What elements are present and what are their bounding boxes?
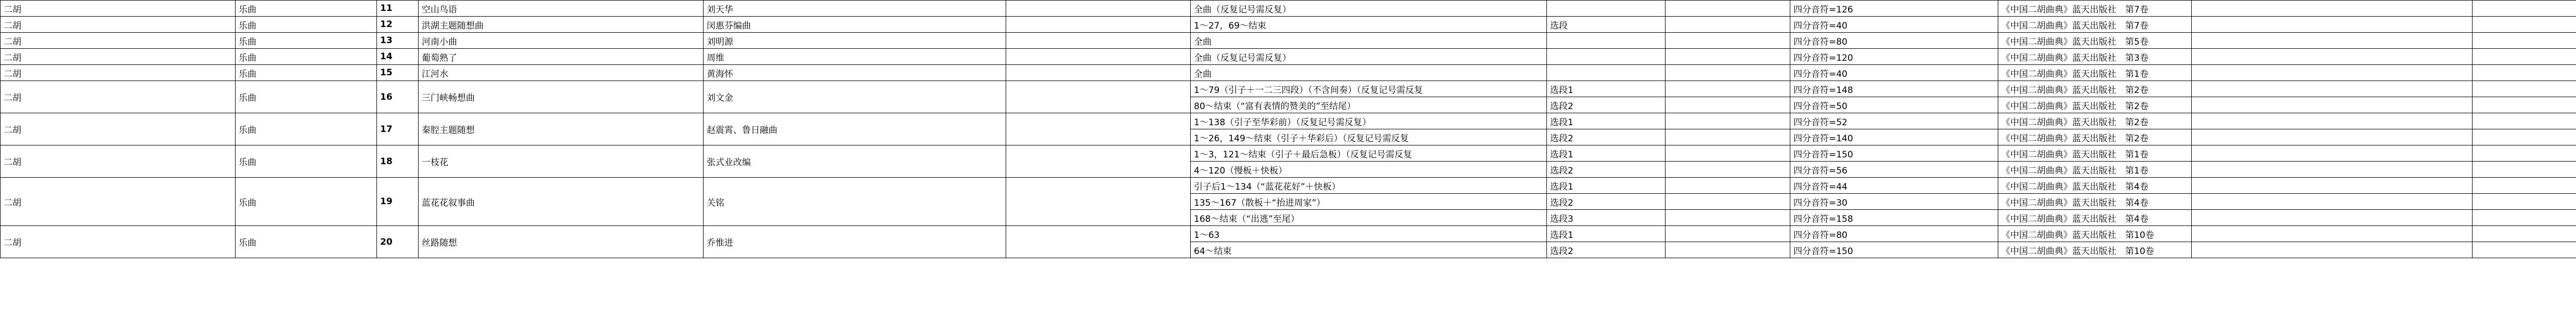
blank-cell xyxy=(1006,81,1191,113)
instrument-cell: 二胡 xyxy=(1,145,236,178)
blank-cell xyxy=(2473,81,2576,97)
segment-cell: 选段 xyxy=(1547,17,1666,33)
blank-cell xyxy=(2192,49,2473,65)
instrument-cell: 二胡 xyxy=(1,49,236,65)
composer-cell: 乔惟进 xyxy=(704,226,1006,258)
category-cell: 乐曲 xyxy=(236,81,377,113)
category-cell: 乐曲 xyxy=(236,17,377,33)
range-cell: 全曲 xyxy=(1191,33,1547,49)
number-cell: 14 xyxy=(377,49,419,65)
table-row xyxy=(1,145,2576,162)
segment-cell: 选段2 xyxy=(1547,129,1666,145)
title-cell: 洪湖主题随想曲 xyxy=(419,17,704,33)
blank-cell xyxy=(1666,162,1790,178)
table-row xyxy=(1,1,2576,17)
blank-cell xyxy=(2473,194,2576,210)
segment-cell: 选段2 xyxy=(1547,194,1666,210)
blank-cell xyxy=(2192,242,2473,258)
range-cell: 4～120（慢板＋快板） xyxy=(1191,162,1547,178)
source-cell: 《中国二胡曲典》蓝天出版社 第2卷 xyxy=(1998,129,2192,145)
blank-cell xyxy=(2473,1,2576,17)
number-cell: 19 xyxy=(377,178,419,226)
blank-cell xyxy=(1666,129,1790,145)
blank-cell xyxy=(2473,113,2576,129)
blank-cell xyxy=(1666,17,1790,33)
blank-cell xyxy=(1666,226,1790,242)
source-cell: 《中国二胡曲典》蓝天出版社 第3卷 xyxy=(1998,49,2192,65)
table-row xyxy=(1,113,2576,129)
number-cell: 16 xyxy=(377,81,419,113)
segment-cell: 选段1 xyxy=(1547,81,1666,97)
blank-cell xyxy=(2192,81,2473,97)
blank-cell xyxy=(1006,33,1191,49)
blank-cell xyxy=(2192,194,2473,210)
blank-cell xyxy=(2473,33,2576,49)
blank-cell xyxy=(1666,65,1790,81)
source-cell: 《中国二胡曲典》蓝天出版社 第1卷 xyxy=(1998,162,2192,178)
blank-cell xyxy=(2473,145,2576,162)
segment-cell: 选段1 xyxy=(1547,113,1666,129)
instrument-cell: 二胡 xyxy=(1,65,236,81)
blank-cell xyxy=(1666,194,1790,210)
blank-cell xyxy=(2473,242,2576,258)
segment-cell: 选段1 xyxy=(1547,226,1666,242)
source-cell: 《中国二胡曲典》蓝天出版社 第5卷 xyxy=(1998,33,2192,49)
range-cell: 1～3，121～结束（引子＋最后急板）（反复记号需反复 xyxy=(1191,145,1547,162)
source-cell: 《中国二胡曲典》蓝天出版社 第2卷 xyxy=(1998,81,2192,97)
instrument-cell: 二胡 xyxy=(1,81,236,113)
source-cell: 《中国二胡曲典》蓝天出版社 第4卷 xyxy=(1998,194,2192,210)
segment-cell: 选段2 xyxy=(1547,162,1666,178)
source-cell: 《中国二胡曲典》蓝天出版社 第4卷 xyxy=(1998,210,2192,226)
segment-cell: 选段1 xyxy=(1547,145,1666,162)
tempo-cell: 四分音符=80 xyxy=(1790,33,1998,49)
category-cell: 乐曲 xyxy=(236,1,377,17)
source-cell: 《中国二胡曲典》蓝天出版社 第1卷 xyxy=(1998,145,2192,162)
segment-cell xyxy=(1547,49,1666,65)
blank-cell xyxy=(2473,162,2576,178)
title-cell: 葡萄熟了 xyxy=(419,49,704,65)
tempo-cell: 四分音符=80 xyxy=(1790,226,1998,242)
range-cell: 1～79（引子＋一二三四段）（不含间奏）（反复记号需反复 xyxy=(1191,81,1547,97)
segment-cell xyxy=(1547,65,1666,81)
blank-cell xyxy=(1666,97,1790,113)
range-cell: 1～27，69～结束 xyxy=(1191,17,1547,33)
source-cell: 《中国二胡曲典》蓝天出版社 第7卷 xyxy=(1998,1,2192,17)
instrument-cell: 二胡 xyxy=(1,178,236,226)
composer-cell: 刘明源 xyxy=(704,33,1006,49)
blank-cell xyxy=(2473,226,2576,242)
blank-cell xyxy=(2192,33,2473,49)
table-row xyxy=(1,226,2576,242)
number-cell: 18 xyxy=(377,145,419,178)
segment-cell: 选段3 xyxy=(1547,210,1666,226)
number-cell: 11 xyxy=(377,1,419,17)
blank-cell xyxy=(1666,1,1790,17)
range-cell: 1～63 xyxy=(1191,226,1547,242)
blank-cell xyxy=(2473,129,2576,145)
blank-cell xyxy=(2192,178,2473,194)
instrument-cell: 二胡 xyxy=(1,33,236,49)
category-cell: 乐曲 xyxy=(236,65,377,81)
category-cell: 乐曲 xyxy=(236,178,377,226)
blank-cell xyxy=(2473,210,2576,226)
category-cell: 乐曲 xyxy=(236,113,377,145)
title-cell: 空山鸟语 xyxy=(419,1,704,17)
tempo-cell: 四分音符=158 xyxy=(1790,210,1998,226)
blank-cell xyxy=(2473,17,2576,33)
segment-cell xyxy=(1547,33,1666,49)
blank-cell xyxy=(1666,145,1790,162)
range-cell: 80～结束（“富有表情的赞美的”至结尾） xyxy=(1191,97,1547,113)
source-cell: 《中国二胡曲典》蓝天出版社 第1卷 xyxy=(1998,65,2192,81)
blank-cell xyxy=(2192,17,2473,33)
blank-cell xyxy=(1006,17,1191,33)
tempo-cell: 四分音符=40 xyxy=(1790,65,1998,81)
composer-cell: 刘天华 xyxy=(704,1,1006,17)
blank-cell xyxy=(2192,162,2473,178)
blank-cell xyxy=(2192,145,2473,162)
blank-cell xyxy=(2473,97,2576,113)
segment-cell: 选段2 xyxy=(1547,97,1666,113)
tempo-cell: 四分音符=120 xyxy=(1790,49,1998,65)
source-cell: 《中国二胡曲典》蓝天出版社 第10卷 xyxy=(1998,226,2192,242)
title-cell: 秦腔主题随想 xyxy=(419,113,704,145)
blank-cell xyxy=(1666,113,1790,129)
table-row xyxy=(1,178,2576,194)
composer-cell: 刘文金 xyxy=(704,81,1006,113)
title-cell: 江河水 xyxy=(419,65,704,81)
tempo-cell: 四分音符=44 xyxy=(1790,178,1998,194)
table-row xyxy=(1,33,2576,49)
segment-cell: 选段1 xyxy=(1547,178,1666,194)
tempo-cell: 四分音符=30 xyxy=(1790,194,1998,210)
range-cell: 引子后1～134（“蓝花花好”＋快板） xyxy=(1191,178,1547,194)
title-cell: 蓝花花叙事曲 xyxy=(419,178,704,226)
blank-cell xyxy=(2192,226,2473,242)
tempo-cell: 四分音符=140 xyxy=(1790,129,1998,145)
blank-cell xyxy=(2473,49,2576,65)
blank-cell xyxy=(2192,113,2473,129)
number-cell: 17 xyxy=(377,113,419,145)
instrument-cell: 二胡 xyxy=(1,226,236,258)
title-cell: 河南小曲 xyxy=(419,33,704,49)
blank-cell xyxy=(2473,65,2576,81)
blank-cell xyxy=(1666,210,1790,226)
category-cell: 乐曲 xyxy=(236,145,377,178)
tempo-cell: 四分音符=150 xyxy=(1790,145,1998,162)
blank-cell xyxy=(1006,145,1191,178)
category-cell: 乐曲 xyxy=(236,49,377,65)
blank-cell xyxy=(2192,129,2473,145)
composer-cell: 黄海怀 xyxy=(704,65,1006,81)
tempo-cell: 四分音符=56 xyxy=(1790,162,1998,178)
table-row xyxy=(1,17,2576,33)
tempo-cell: 四分音符=126 xyxy=(1790,1,1998,17)
title-cell: 一枝花 xyxy=(419,145,704,178)
range-cell: 1～26，149～结束（引子＋华彩后）（反复记号需反复 xyxy=(1191,129,1547,145)
range-cell: 全曲（反复记号需反复） xyxy=(1191,49,1547,65)
blank-cell xyxy=(2473,178,2576,194)
tempo-cell: 四分音符=50 xyxy=(1790,97,1998,113)
blank-cell xyxy=(1666,178,1790,194)
title-cell: 三门峡畅想曲 xyxy=(419,81,704,113)
table-row xyxy=(1,49,2576,65)
table-row xyxy=(1,81,2576,97)
range-cell: 全曲 xyxy=(1191,65,1547,81)
segment-cell xyxy=(1547,1,1666,17)
blank-cell xyxy=(1006,49,1191,65)
range-cell: 64～结束 xyxy=(1191,242,1547,258)
title-cell: 丝路随想 xyxy=(419,226,704,258)
tempo-cell: 四分音符=40 xyxy=(1790,17,1998,33)
number-cell: 20 xyxy=(377,226,419,258)
category-cell: 乐曲 xyxy=(236,226,377,258)
segment-cell: 选段2 xyxy=(1547,242,1666,258)
source-cell: 《中国二胡曲典》蓝天出版社 第2卷 xyxy=(1998,97,2192,113)
blank-cell xyxy=(2192,97,2473,113)
tempo-cell: 四分音符=150 xyxy=(1790,242,1998,258)
source-cell: 《中国二胡曲典》蓝天出版社 第4卷 xyxy=(1998,178,2192,194)
blank-cell xyxy=(2192,210,2473,226)
source-cell: 《中国二胡曲典》蓝天出版社 第10卷 xyxy=(1998,242,2192,258)
blank-cell xyxy=(1006,113,1191,145)
number-cell: 12 xyxy=(377,17,419,33)
blank-cell xyxy=(1666,242,1790,258)
composer-cell: 赵震霄、鲁日融曲 xyxy=(704,113,1006,145)
composer-cell: 关铭 xyxy=(704,178,1006,226)
table-body xyxy=(1,1,2576,258)
blank-cell xyxy=(1006,65,1191,81)
composer-cell: 张式业改编 xyxy=(704,145,1006,178)
composer-cell: 周维 xyxy=(704,49,1006,65)
table-row xyxy=(1,65,2576,81)
composer-cell: 闵惠芬编曲 xyxy=(704,17,1006,33)
blank-cell xyxy=(2192,65,2473,81)
category-cell: 乐曲 xyxy=(236,33,377,49)
blank-cell xyxy=(2192,1,2473,17)
blank-cell xyxy=(1666,33,1790,49)
range-cell: 全曲（反复记号需反复） xyxy=(1191,1,1547,17)
tempo-cell: 四分音符=52 xyxy=(1790,113,1998,129)
source-cell: 《中国二胡曲典》蓝天出版社 第7卷 xyxy=(1998,17,2192,33)
blank-cell xyxy=(1006,1,1191,17)
tempo-cell: 四分音符=148 xyxy=(1790,81,1998,97)
blank-cell xyxy=(1006,178,1191,226)
range-cell: 168～结束（“出逃”至尾） xyxy=(1191,210,1547,226)
range-cell: 1～138（引子至华彩前）（反复记号需反复） xyxy=(1191,113,1547,129)
range-cell: 135～167（散板＋“抬进周家”） xyxy=(1191,194,1547,210)
blank-cell xyxy=(1666,81,1790,97)
instrument-cell: 二胡 xyxy=(1,113,236,145)
instrument-cell: 二胡 xyxy=(1,17,236,33)
number-cell: 15 xyxy=(377,65,419,81)
number-cell: 13 xyxy=(377,33,419,49)
blank-cell xyxy=(1666,49,1790,65)
instrument-cell: 二胡 xyxy=(1,1,236,17)
source-cell: 《中国二胡曲典》蓝天出版社 第2卷 xyxy=(1998,113,2192,129)
blank-cell xyxy=(1006,226,1191,258)
